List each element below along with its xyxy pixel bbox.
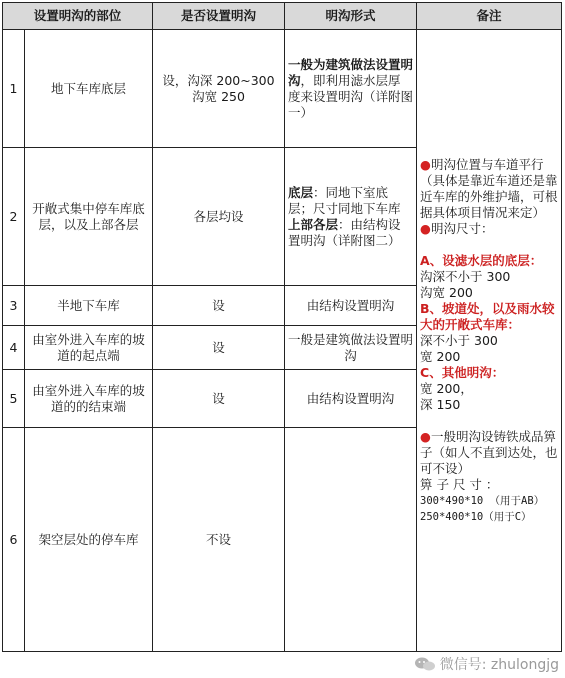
note-a-width: 沟宽 200 [420,284,473,300]
bullet-icon: ● [420,428,431,444]
row-number: 4 [3,326,25,370]
note-grate-ab: 300*490*10 （用于AB） [420,494,545,507]
row-number: 1 [3,30,25,148]
note-grate-c: 250*400*10（用于C） [420,510,532,523]
header-setting: 是否设置明沟 [153,3,285,30]
table-row [3,30,562,148]
header-row [3,3,562,30]
setting-cell: 设 [153,286,285,326]
header-form: 明沟形式 [285,3,417,30]
note-b-depth: 深不小于 300 [420,332,498,348]
row-number: 3 [3,286,25,326]
note-c-depth: 深 150 [420,396,461,412]
note-a-depth: 沟深不小于 300 [420,268,511,284]
form-text: ：由结构设置明沟（详附图二） [288,216,401,248]
note-b-heading: B、坡道处，以及雨水较大的开敞式车库： [420,300,555,332]
setting-cell: 设 [153,370,285,428]
form-bold-text: 一般为建筑做法设置明沟 [288,56,414,88]
note-grate-size-title: 箅 子 尺 寸 ： [420,476,499,492]
bullet-icon: ● [420,156,431,172]
form-cell [285,148,417,286]
setting-cell: 不设 [153,428,285,652]
wechat-icon [414,656,436,672]
form-cell: 一般是建筑做法设置明沟 [285,326,417,370]
location-cell: 地下车库底层 [25,30,153,148]
watermark-text: 微信号: zhulongjg [439,657,559,673]
note-c-width: 宽 200， [420,380,473,396]
form-cell: 由结构设置明沟 [285,370,417,428]
setting-cell: 设，沟深 200~300 沟宽 250 [153,30,285,148]
setting-cell: 各层均设 [153,148,285,286]
note-c-heading: C、其他明沟： [420,364,505,380]
notes-cell [417,30,562,652]
header-location: 设置明沟的部位 [3,3,153,30]
note-b-width: 宽 200 [420,348,461,364]
drain-table [2,2,562,652]
form-bold-text: 上部各层 [288,216,339,232]
bullet-icon: ● [420,220,431,236]
location-cell: 由室外进入车库的坡道的起点端 [25,326,153,370]
location-cell: 半地下车库 [25,286,153,326]
location-cell: 由室外进入车库的坡道的的结束端 [25,370,153,428]
form-text: ，即利用滤水层厚度来设置明沟（详附图一） [288,72,414,120]
form-bold-text: 底层 [288,184,314,200]
note-grate: 一般明沟设铸铁成品箅子（如人不直到达处，也可不设） [420,428,558,476]
form-cell [285,428,417,652]
watermark [414,654,559,674]
setting-cell: 设 [153,326,285,370]
row-number: 5 [3,370,25,428]
note-a-heading: A、设滤水层的底层： [420,252,543,268]
row-number: 2 [3,148,25,286]
header-notes: 备注 [417,3,562,30]
location-cell: 开敞式集中停车库底层，以及上部各层 [25,148,153,286]
form-cell [285,30,417,148]
row-number: 6 [3,428,25,652]
note-size-title: 明沟尺寸： [430,220,494,236]
location-cell: 架空层处的停车库 [25,428,153,652]
note-position: 明沟位置与车道平行（具体是靠近车道还是靠近车库的外维护墙，可根据具体项目情况来定） [420,156,558,220]
form-cell: 由结构设置明沟 [285,286,417,326]
form-text: ：同地下室底层；尺寸同地下车库 [288,184,401,216]
